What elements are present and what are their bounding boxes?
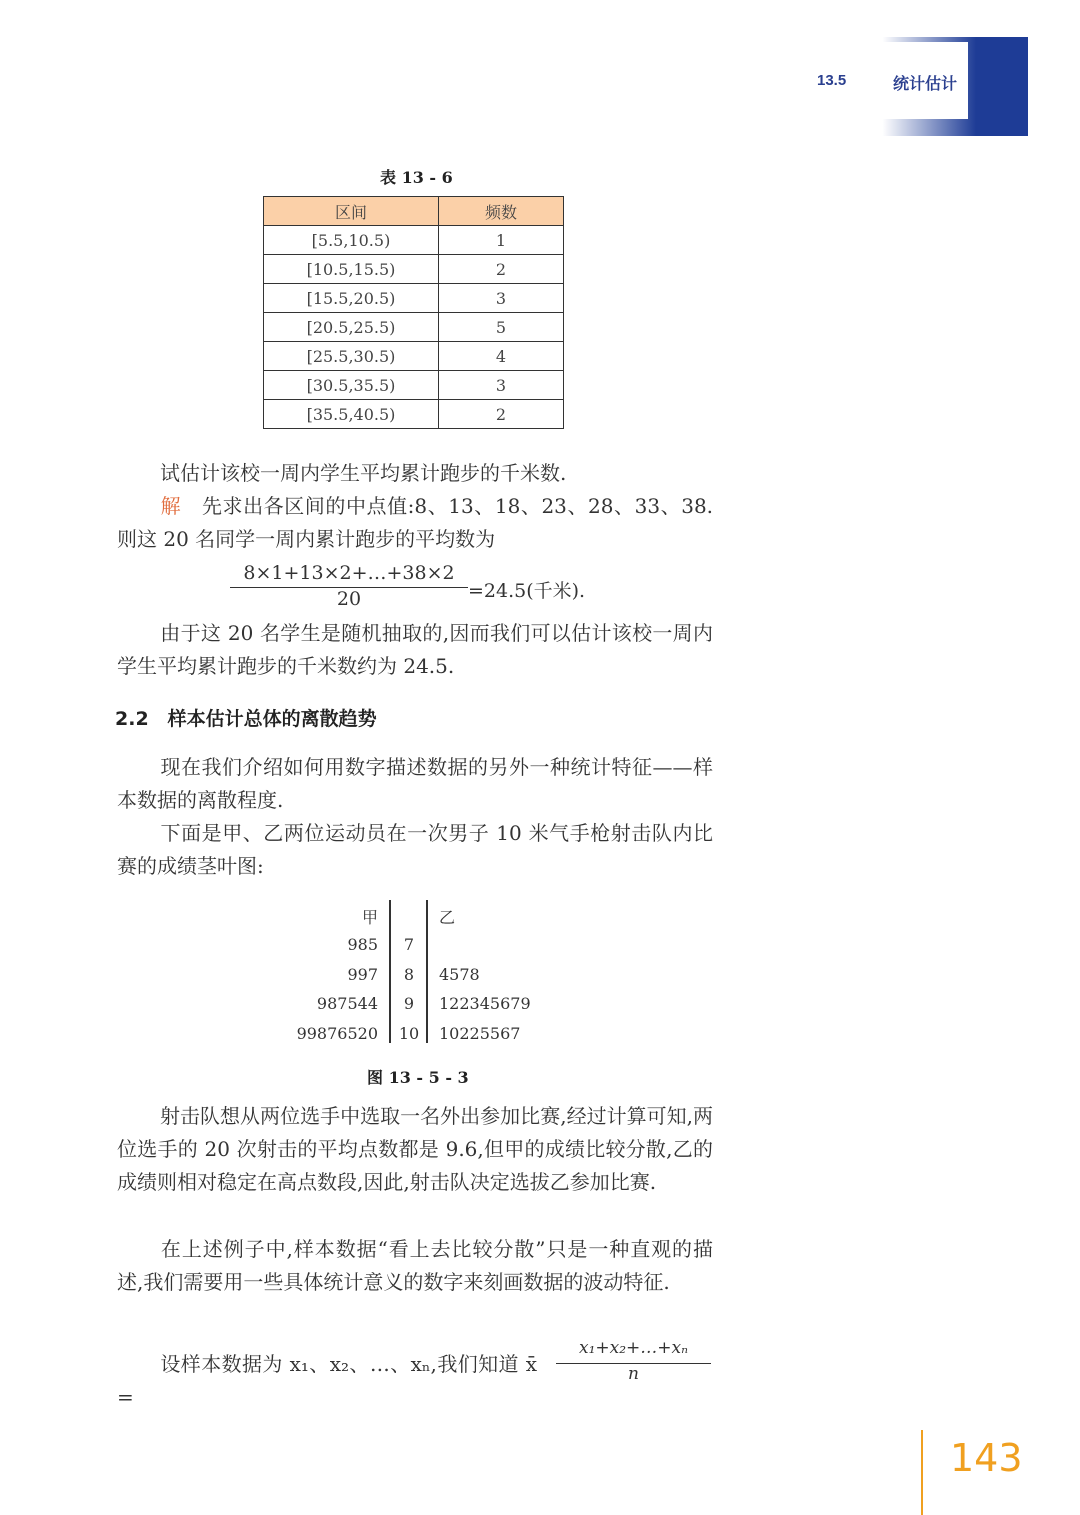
paragraph	[117, 617, 713, 683]
paragraph	[117, 1348, 537, 1414]
page-number-rule	[921, 1430, 923, 1515]
frequency-cell: 3	[439, 284, 564, 313]
table-row	[264, 400, 564, 429]
paragraph	[117, 1233, 713, 1299]
paragraph-text: 在上述例子中,样本数据“看上去比较分散”只是一种直观的描述,我们需要用一些具体统计意义的数字来刻画数据的波动特征.	[117, 1237, 713, 1294]
paragraph-text: 现在我们介绍如何用数字描述数据的另外一种统计特征——样本数据的离散程度.	[117, 755, 713, 812]
right-label: 乙	[439, 908, 456, 927]
leaf-right: 10225567	[439, 1023, 521, 1043]
paragraph	[117, 751, 713, 817]
leaf-left: 987544	[316, 994, 378, 1013]
interval-cell: [35.5,40.5)	[264, 400, 439, 429]
figure-caption: 图 13 - 5 - 3	[367, 1068, 469, 1087]
section-heading: 2.2 样本估计总体的离散趋势	[115, 708, 377, 730]
table-row	[264, 255, 564, 284]
leaf-right: 4578	[439, 964, 480, 984]
frequency-cell: 1	[439, 226, 564, 255]
table-row	[264, 371, 564, 400]
table-row	[264, 342, 564, 371]
left-label: 甲	[361, 908, 378, 927]
divider	[389, 900, 391, 1043]
solution-label: 解	[160, 494, 182, 518]
frequency-cell: 3	[439, 371, 564, 400]
paragraph-text: 试估计该校一周内学生平均累计跑步的千米数.	[160, 461, 567, 485]
table-row	[264, 226, 564, 255]
table-header: 区间	[264, 197, 439, 226]
interval-cell: [25.5,30.5)	[264, 342, 439, 371]
leaf-left: 997	[347, 964, 378, 984]
interval-cell: [5.5,10.5)	[264, 226, 439, 255]
frequency-cell: 5	[439, 313, 564, 342]
frequency-table	[263, 196, 564, 429]
paragraph	[117, 1100, 713, 1199]
paragraph-text: 下面是甲、乙两位运动员在一次男子 10 米气手枪射击队内比赛的成绩茎叶图:	[117, 821, 713, 878]
mean-denominator: n	[556, 1363, 711, 1384]
interval-cell: [20.5,25.5)	[264, 313, 439, 342]
frequency-cell: 2	[439, 400, 564, 429]
table-header: 频数	[439, 197, 564, 226]
frequency-cell: 4	[439, 342, 564, 371]
chapter-title: 统计估计	[893, 74, 958, 93]
paragraph-text: 由于这 20 名学生是随机抽取的,因而我们可以估计该校一周内学生平均累计跑步的千米数约为 24.5.	[117, 621, 713, 678]
stem: 7	[403, 935, 415, 954]
frequency-cell: 2	[439, 255, 564, 284]
page-number: 143	[950, 1436, 1023, 1480]
section-number: 13.5	[817, 72, 847, 89]
table-caption: 表 13 - 6	[380, 168, 453, 187]
stem: 9	[403, 994, 415, 1013]
table-row	[264, 313, 564, 342]
mean-numerator: x₁+x₂+…+xₙ	[578, 1338, 688, 1358]
formula-result: =24.5(千米).	[468, 580, 586, 602]
leaf-left: 99876520	[296, 1023, 378, 1043]
paragraph-text: 射击队想从两位选手中选取一名外出参加比赛,经过计算可知,两位选手的 20 次射击的平均点数都是 9.6,但甲的成绩比较分散,乙的成绩则相对稳定在高点数段,因此,射击队决定选拔乙参加比赛.	[117, 1104, 713, 1194]
table-row	[264, 284, 564, 313]
interval-cell: [10.5,15.5)	[264, 255, 439, 284]
stem: 8	[403, 964, 415, 984]
paragraph	[117, 457, 713, 490]
paragraph-text: 先求出各区间的中点值:8、13、18、23、28、33、38.则这 20 名同学一周内累计跑步的平均数为	[117, 494, 714, 551]
divider	[426, 900, 428, 1043]
interval-cell: [30.5,35.5)	[264, 371, 439, 400]
paragraph	[117, 490, 713, 556]
leaf-left: 985	[347, 935, 378, 954]
formula-numerator: 8×1+13×2+…+38×2	[243, 562, 455, 584]
stem: 10	[398, 1023, 420, 1043]
interval-cell: [15.5,20.5)	[264, 284, 439, 313]
formula-denominator: 20	[230, 587, 468, 610]
paragraph	[117, 817, 713, 883]
paragraph-text: 设样本数据为 x₁、x₂、…、xₙ,我们知道 x̄ =	[117, 1352, 537, 1409]
leaf-right: 122345679	[439, 994, 531, 1013]
